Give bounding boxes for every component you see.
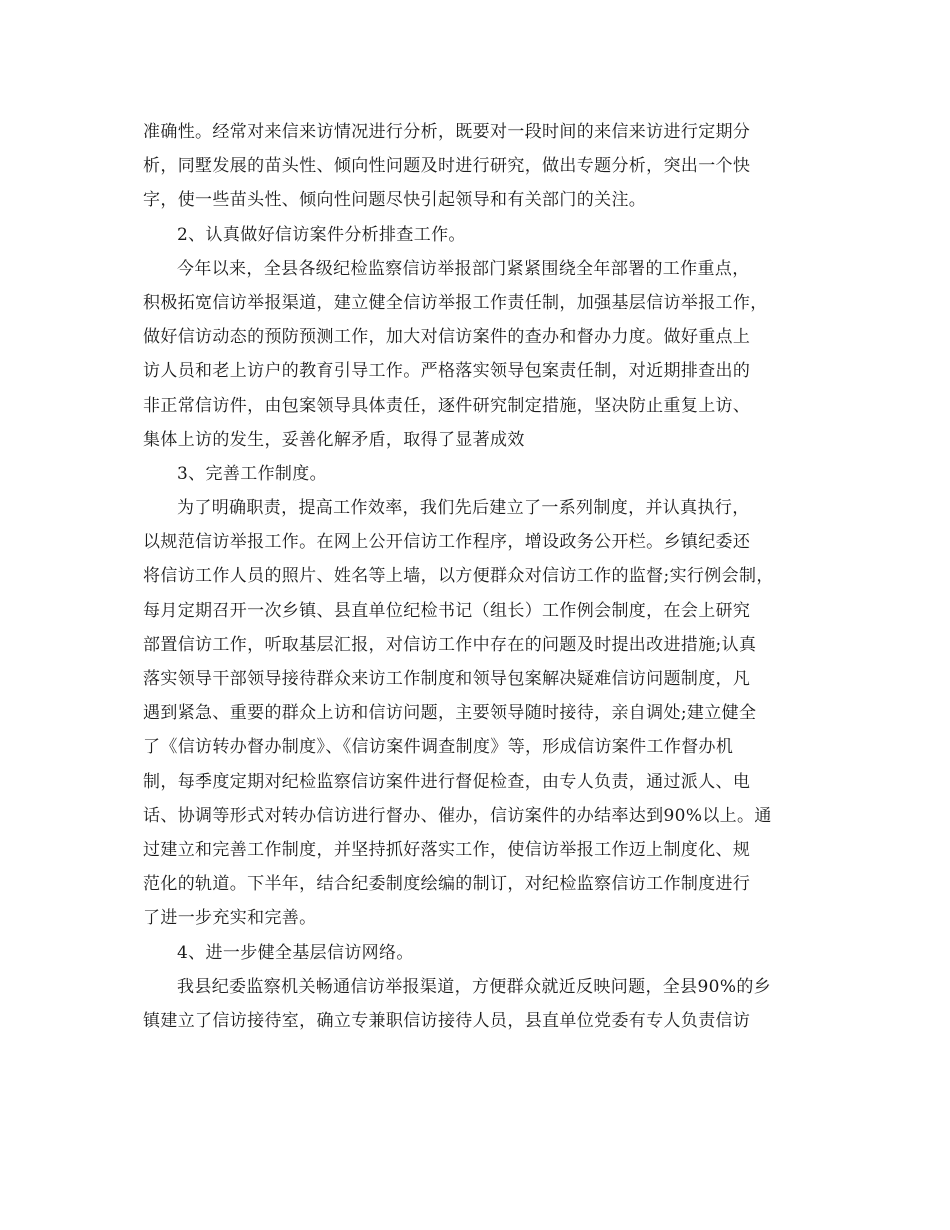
section-heading: 4、进一步健全基层信访网络。	[177, 942, 414, 963]
text-line: 遇到紧急、重要的群众上访和信访问题，主要领导随时接待，亲自调处;建立健全	[143, 703, 757, 724]
text-line: 了进一步充实和完善。	[143, 908, 317, 929]
text-line: 制，每季度定期对纪检监察信访案件进行督促检查，由专人负责，通过派人、电	[143, 771, 751, 792]
text-line: 非正常信访件，由包案领导具体责任，逐件研究制定措施，坚决防止重复上访、	[143, 395, 751, 416]
text-line: 过建立和完善工作制度，并坚持抓好落实工作，使信访举报工作迈上制度化、规	[143, 839, 751, 860]
text-line: 积极拓宽信访举报渠道，建立健全信访举报工作责任制，加强基层信访举报工作，	[143, 292, 768, 313]
text-line: 落实领导干部领导接待群众来访工作制度和领导包案解决疑难信访问题制度，凡	[143, 669, 751, 689]
text-line: 以规范信访举报工作。在网上公开信访工作程序，增设政务公开栏。乡镇纪委还	[143, 532, 751, 553]
text-line: 将信访工作人员的照片、姓名等上墙，以方便群众对信访工作的监督;实行例会制，	[143, 566, 774, 587]
text-line: 集体上访的发生，妥善化解矛盾，取得了显著成效	[143, 429, 525, 450]
text-line: 访人员和老上访户的教育引导工作。严格落实领导包案责任制，对近期排查出的	[143, 361, 751, 382]
document-body	[143, 115, 807, 1038]
text-line: 部置信访工作，听取基层汇报，对信访工作中存在的问题及时提出改进措施;认真	[143, 634, 757, 655]
text-line: 镇建立了信访接待室，确立专兼职信访接待人员，县直单位党委有专人负责信访	[143, 1010, 751, 1031]
text-line: 了《信访转办督办制度》、《信访案件调查制度》等，形成信访案件工作督办机	[143, 737, 734, 758]
text-line: 字，使一些苗头性、倾向性问题尽快引起领导和有关部门的关注。	[143, 190, 647, 211]
text-line: 做好信访动态的预防预测工作，加大对信访案件的查办和督办力度。做好重点上	[143, 327, 751, 348]
text-line: 今年以来，全县各级纪检监察信访举报部门紧紧围绕全年部署的工作重点，	[177, 258, 750, 279]
text-line: 为了明确职责，提高工作效率，我们先后建立了一系列制度，并认真执行，	[177, 498, 750, 519]
text-line: 析，同墅发展的苗头性、倾向性问题及时进行研究，做出专题分析，突出一个快	[143, 156, 751, 177]
section-heading: 3、完善工作制度。	[177, 463, 327, 484]
section-heading: 2、认真做好信访案件分析排查工作。	[177, 224, 466, 245]
text-line: 每月定期召开一次乡镇、县直单位纪检书记（组长）工作例会制度，在会上研究	[143, 600, 751, 621]
text-line: 范化的轨道。下半年，结合纪委制度绘编的制订，对纪检监察信访工作制度进行	[143, 874, 751, 895]
text-line: 准确性。经常对来信来访情况进行分析，既要对一段时间的来信来访进行定期分	[143, 122, 751, 142]
text-line: 我县纪委监察机关畅通信访举报渠道，方便群众就近反映问题，全县90%的乡	[177, 976, 772, 997]
text-line: 话、协调等形式对转办信访进行督办、催办，信访案件的办结率达到90%以上。通	[143, 805, 772, 826]
